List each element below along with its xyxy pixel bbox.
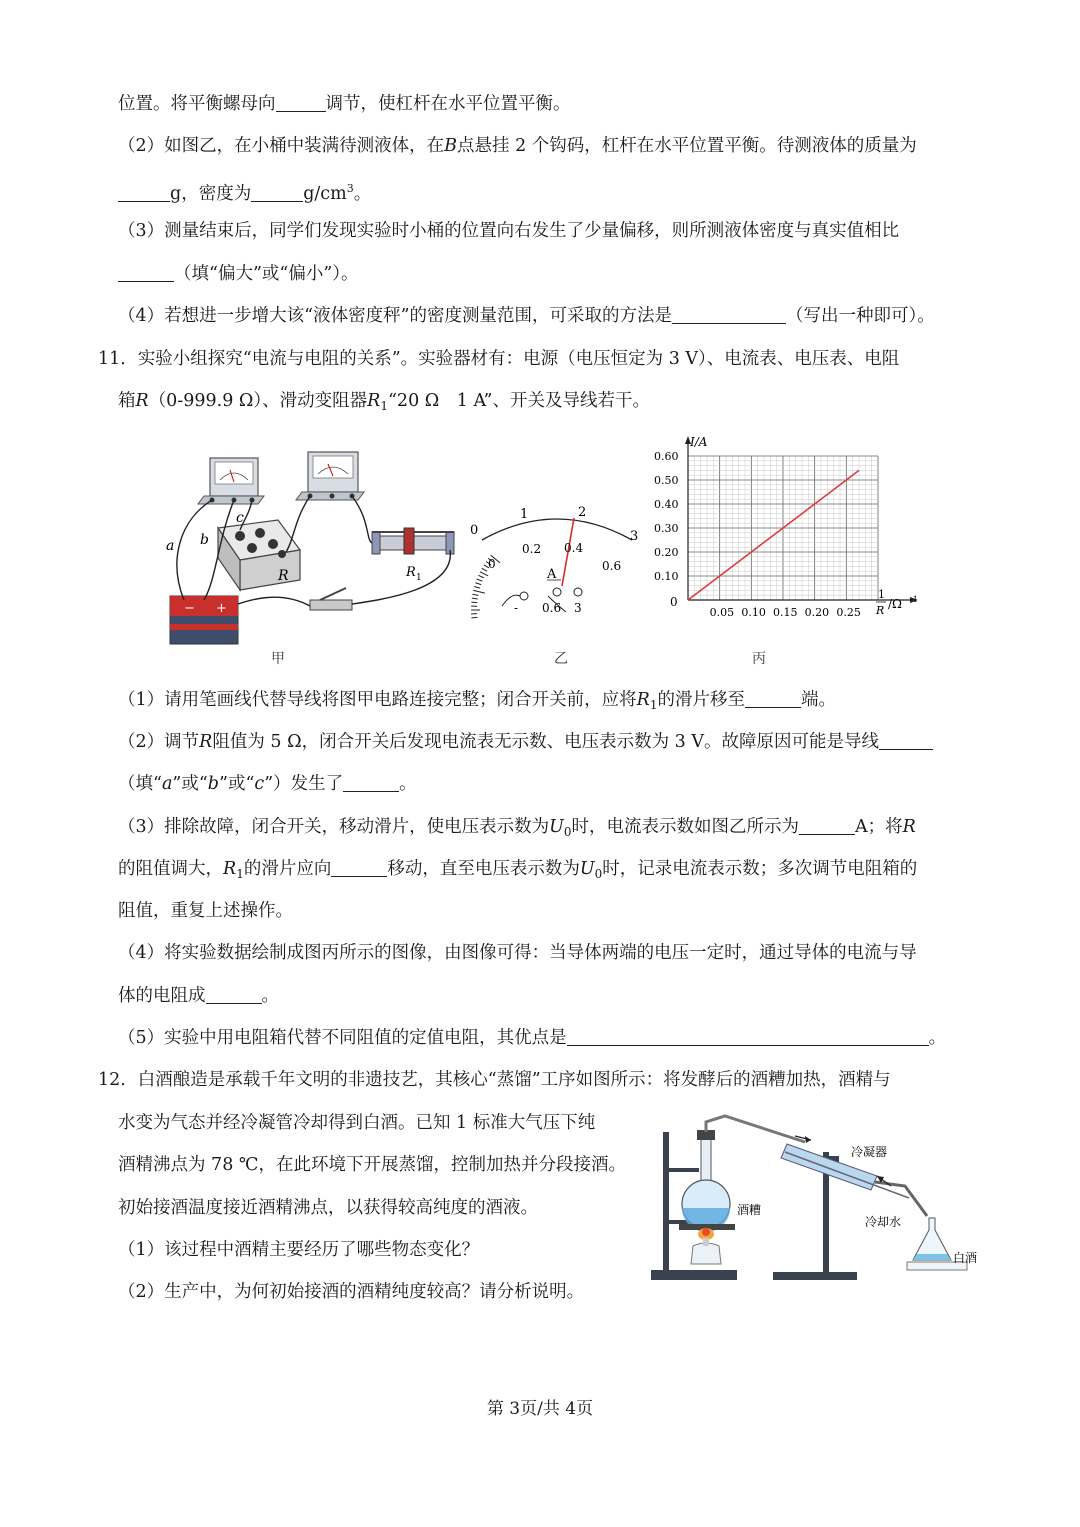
wire-a-label: a — [166, 538, 175, 554]
wire-c-label: c — [236, 510, 244, 526]
figure-jia-caption: 甲 — [271, 651, 285, 667]
dial-unit: A — [547, 567, 557, 582]
q10-part3-line1: （3）测量结束后，同学们发现实验时小桶的位置向右发生了少量偏移，则所测液体密度与真实值相比 — [118, 221, 900, 241]
y-axis-label: I/A — [690, 435, 708, 449]
resistance-box — [218, 520, 300, 590]
y-tick-label: 0.40 — [654, 498, 679, 511]
bottom-tick-0: 0 — [488, 557, 496, 571]
rheostat-sub: 1 — [416, 573, 422, 583]
q11-part2-line1: （2）调节R阻值为 5 Ω，闭合开关后发现电流表无示数、电压表示数为 3 V。故障原因可能是导线 — [118, 730, 933, 754]
distillation-apparatus — [645, 1112, 990, 1290]
y-tick-label: 0.50 — [654, 474, 679, 487]
answer-blank[interactable] — [745, 689, 801, 708]
terminal-3: 3 — [574, 601, 582, 615]
figure-jia-circuit — [160, 440, 470, 650]
answer-blank[interactable] — [118, 183, 170, 202]
dial-tick — [472, 594, 478, 595]
top-tick-3: 3 — [630, 529, 639, 544]
bottom-tick-2: 0.4 — [564, 541, 584, 555]
answer-blank[interactable] — [672, 305, 786, 324]
dial-tick — [478, 575, 483, 577]
q11-part2-line2: （填“a”或“b”或“c”）发生了 。 — [118, 774, 417, 794]
x-tick-label: 0.15 — [773, 606, 798, 619]
dial-tick — [482, 568, 487, 571]
q12-part1: （1）该过程中酒精主要经历了哪些物态变化？ — [118, 1240, 480, 1260]
x-axis-label-den: R — [876, 604, 885, 617]
chart-series — [688, 470, 859, 600]
q10-part2-line2: g，密度为 $g/cm^3$。 — [118, 177, 371, 206]
answer-blank[interactable] — [567, 1027, 929, 1046]
figure-yi-caption: 乙 — [554, 651, 568, 667]
q11-part3-line2: 的阻值调大，$R_1$的滑片应向 移动，直至电压表示数为$U_0$时，记录电流表示数；多次调节电阻箱的 — [118, 859, 918, 881]
q12-part2: （2）生产中，为何初始接酒的酒精纯度较高？请分析说明。 — [118, 1282, 585, 1302]
top-tick-1: 1 — [520, 507, 529, 522]
burner — [679, 1224, 735, 1264]
terminal-06: 0.6 — [542, 601, 562, 615]
box-label: R — [278, 568, 289, 584]
y-tick-label: 0.20 — [654, 546, 679, 559]
bottom-tick-1: 0.2 — [522, 542, 542, 556]
voltmeter — [198, 458, 264, 504]
q11-part5: （5）实验中用电阻箱代替不同阻值的定值电阻，其优点是 。 — [118, 1028, 947, 1048]
dial-tick — [474, 587, 480, 589]
battery — [170, 596, 238, 644]
q11-part4-line1: （4）将实验数据绘制成图丙所示的图像，由图像可得：当导体两端的电压一定时，通过导体的电流与导 — [118, 943, 917, 963]
x-axis-unit: /Ω — [888, 597, 902, 611]
dial-tick — [471, 617, 477, 618]
answer-blank[interactable] — [343, 773, 399, 792]
dial-tick — [471, 602, 477, 603]
label-cooling-water: 冷却水 — [865, 1215, 902, 1229]
terminal-minus: - — [514, 601, 519, 615]
q12-stem-line3: 酒精沸点为 78 ℃，在此环境下开展蒸馏，控制加热并分段接酒。 — [118, 1155, 626, 1175]
battery-plus: + — [216, 601, 227, 616]
q10-part4: （4）若想进一步增大该“液体密度秤”的密度测量范围，可采取的方法是 （写出一种即可）。 — [118, 306, 935, 326]
x-axis-unit-sup: -1 — [910, 595, 918, 604]
answer-blank[interactable] — [251, 183, 303, 202]
label-grain: 酒糟 — [737, 1203, 762, 1217]
q12-stem-line1: 12．白酒酿造是承载千年文明的非遗技艺，其核心“蒸馏”工序如图所示：将发酵后的酒糟加热，酒精与 — [98, 1070, 891, 1090]
distilling-flask — [682, 1130, 730, 1232]
answer-blank[interactable] — [276, 93, 326, 112]
q11-part3-line3: 阻值，重复上述操作。 — [118, 901, 293, 921]
figure-yi-ammeter-dial — [462, 500, 652, 620]
x-tick-label: 0.10 — [741, 606, 766, 619]
dial-scale — [482, 519, 632, 540]
q10-line-1: 位置。将平衡螺母向 调节，使杠杆在水平位置平衡。 — [118, 94, 571, 114]
chart-origin: 0 — [670, 595, 678, 609]
switch — [310, 588, 352, 610]
figure-bing-caption: 丙 — [752, 651, 766, 667]
answer-blank[interactable] — [331, 858, 387, 877]
q10-part2-line1: （2）如图乙，在小桶中装满待测液体，在B点悬挂 2 个钩码，杠杆在水平位置平衡。待测液体的质量为 — [118, 136, 917, 156]
label-condenser: 冷凝器 — [851, 1145, 888, 1159]
q11-part4-line2: 体的电阻成 。 — [118, 986, 279, 1006]
ammeter — [296, 452, 364, 500]
dial-tick — [473, 590, 485, 593]
rheostat-label: R — [406, 565, 416, 580]
dial-tick — [477, 579, 483, 581]
answer-blank[interactable] — [206, 985, 262, 1004]
y-tick-label: 0.60 — [654, 450, 679, 463]
x-axis-label-num: 1 — [878, 588, 885, 601]
figure-bing-chart — [640, 432, 930, 632]
x-tick-label: 0.20 — [804, 606, 830, 619]
series-line — [688, 470, 859, 600]
page-footer: 第 3页/共 4页 — [486, 1399, 594, 1419]
dial-tick — [475, 583, 481, 585]
top-tick-2: 2 — [578, 505, 587, 520]
q11-stem-line2: 箱R（0-999.9 Ω）、滑动变阻器$R_1“20$ Ω 1 A”、开关及导线若干。 — [118, 391, 650, 413]
answer-blank[interactable] — [118, 263, 174, 282]
dial-tick — [472, 598, 478, 599]
top-tick-0: 0 — [470, 523, 479, 538]
wire-b-label: b — [200, 532, 209, 548]
q12-stem-line2: 水变为气态并经冷凝管冷却得到白酒。已知 1 标准大气压下纯 — [118, 1113, 596, 1133]
x-tick-label: 0.05 — [709, 606, 735, 619]
dial-tick — [480, 572, 488, 576]
battery-minus: − — [184, 601, 195, 616]
q11-part3-line1: （3）排除故障，闭合开关，移动滑片，使电压表示数为$U_0$时，电流表示数如图乙所示为 A；将R — [118, 817, 916, 839]
q10-part3-line2: （填“偏大”或“偏小”）。 — [118, 262, 359, 286]
q11-stem-line1: 11．实验小组探究“电流与电阻的关系”。实验器材有：电源（电压恒定为 3 V）、电流表、电压表、电阻 — [98, 349, 900, 369]
answer-blank[interactable] — [799, 816, 855, 835]
answer-blank[interactable] — [879, 731, 933, 750]
label-liquor: 白酒 — [953, 1251, 978, 1265]
q11-part1: （1）请用笔画线代替导线将图甲电路连接完整；闭合开关前，应将$R_1$的滑片移至 端。 — [118, 690, 836, 712]
x-tick-label: 0.25 — [836, 606, 861, 619]
y-tick-label: 0.10 — [654, 570, 679, 583]
y-tick-label: 0.30 — [654, 522, 679, 535]
q12-stem-line4: 初始接酒温度接近酒精沸点，以获得较高纯度的酒液。 — [118, 1198, 538, 1218]
bottom-tick-3: 0.6 — [602, 559, 622, 573]
